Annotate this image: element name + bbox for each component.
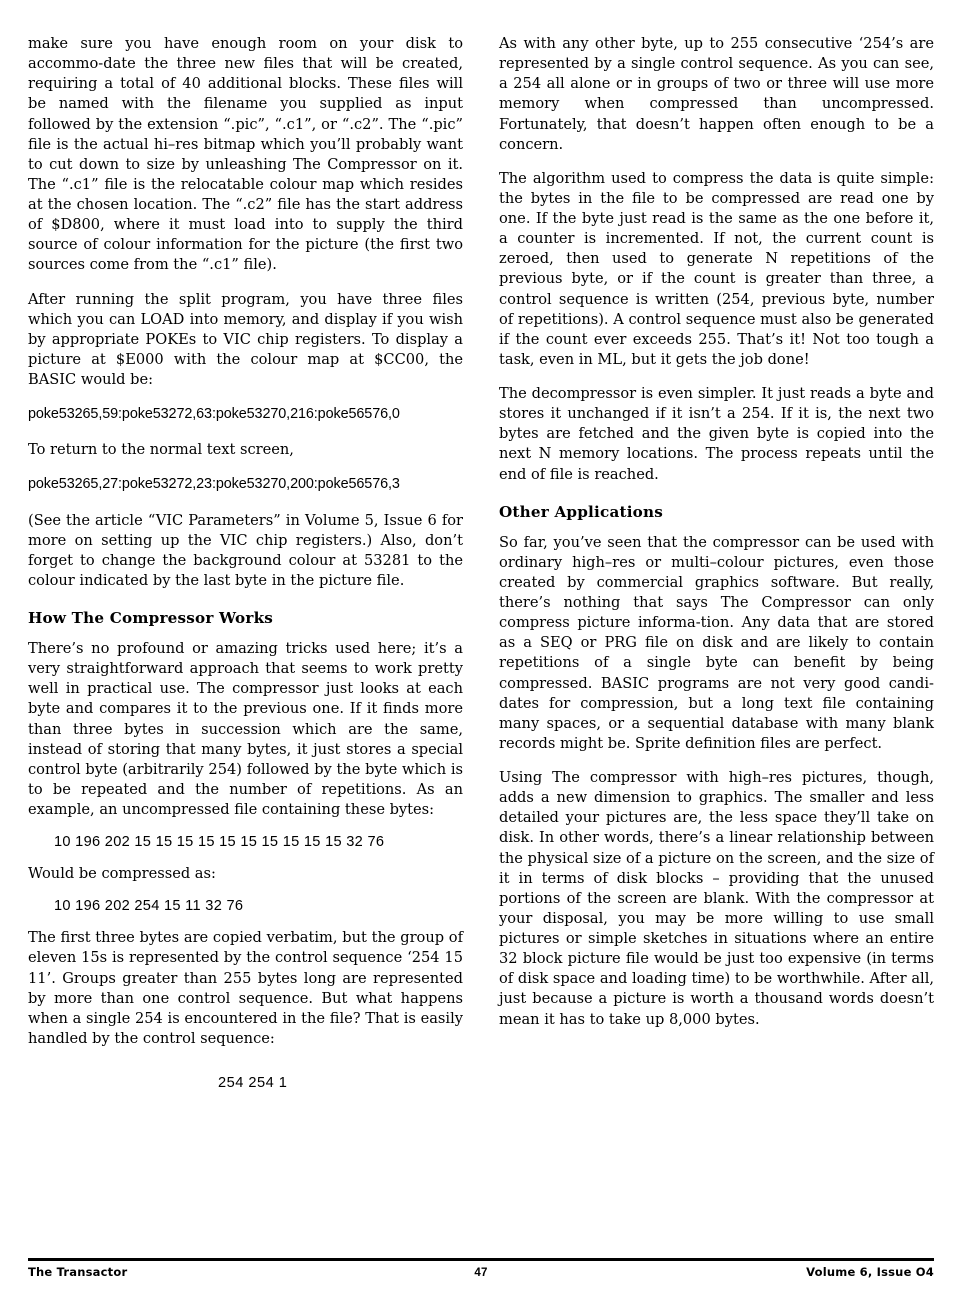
paragraph: So far, you’ve seen that the compressor can be used with ordinary high–res or multi–colour pictures, even those created by commercial graphics software. But really, there’s nothing that says The Compressor can only compress picture informa-tion. Any data that are stored as a SEQ or PRG file on disk and are likely to contain repetitions of a single byte can benefit by being compressed. BASIC programs are not very good candi-dates for compression, but a long text file containing many spaces, or a sequential database with many blank records might be. Sprite definition files are perfect. xyxy=(499,533,934,752)
paragraph: There’s no profound or amazing tricks used here; it’s a very straightforward approach that seems to work pretty well in practical use. The compressor just looks at each byte and compares it to the previous one. If it finds more than three bytes in succession which are the same, instead of storing that many bytes, it just stores a special control byte (arbitrarily 254) followed by the byte which is to be repeated and the number of repetitions. As an example, an uncompressed file containing these bytes: xyxy=(28,640,463,819)
section-heading-other-applications: Other Applications xyxy=(499,502,663,521)
paragraph: The decompressor is even simpler. It just reads a byte and stores it unchanged if it isn’t a 254. If it is, the next two bytes are fetched and the given byte is copied into the next N memory locations. The process repeats until the end of file is reached. xyxy=(499,385,934,483)
basic-code-listing-2: poke53265,27:poke53272,23:poke53270,200:poke56576,3 xyxy=(28,476,400,493)
right-column xyxy=(499,34,934,1091)
left-column xyxy=(28,34,463,1091)
page-footer xyxy=(28,1265,934,1279)
paragraph: To return to the normal text screen, xyxy=(28,441,294,459)
paragraph: The first three bytes are copied verbatim, but the group of eleven 15s is represented by the control sequence ‘254 15 11’. Groups greater than 255 bytes long are represented by more than one control sequence. But what happens when a single 254 is encountered in the file? That is easily handled by the control sequence: xyxy=(28,929,463,1047)
paragraph: make sure you have enough room on your disk to accommo-date the three new files that will be created, requiring a total of 40 additional blocks. These files will be named with the filename you supplied as input followed by the extension “.pic”, “.c1”, or “.c2”. The “.pic” file is the actual hi–res bitmap which you’ll probably want to cut down to size by unleashing The Compressor on it. The “.c1” file is the relocatable colour map which resides at the chosen location. The “.c2” file has the start address of $D800, where it must load into to supply the third source of colour information for the picture (the first two sources come from the “.c1” file). xyxy=(28,35,463,274)
basic-code-listing-1: poke53265,59:poke53272,63:poke53270,216:poke56576,0 xyxy=(28,406,400,423)
two-column-body xyxy=(28,34,934,1091)
byte-listing-compressed: 10 196 202 254 15 11 32 76 xyxy=(54,898,244,915)
paragraph: As with any other byte, up to 255 consecutive ‘254’s are represented by a single control sequence. As you can see, a 254 all alone or in groups of two or three will use more memory when compressed than uncompressed. Fortunately, that doesn’t happen often enough to be a concern. xyxy=(499,35,934,153)
paragraph: Would be compressed as: xyxy=(28,865,216,883)
section-heading-how-the-compressor-works: How The Compressor Works xyxy=(28,609,274,628)
byte-listing-control-sequence: 254 254 1 xyxy=(218,1075,288,1092)
paragraph: (See the article “VIC Parameters” in Volume 5, Issue 6 for more on setting up the VIC chip registers.) Also, don’t forget to change the background colour at 53281 to the colour indicated by the last byte in the picture file. xyxy=(28,511,463,589)
footer-divider xyxy=(28,1258,934,1261)
footer-publication-name: The Transactor xyxy=(28,1265,128,1279)
footer-page-number: 47 xyxy=(474,1267,488,1279)
paragraph: After running the split program, you have three files which you can LOAD into memory, and display if you wish by appropriate POKEs to VIC chip registers. To display a picture at $E000 with the colour map at $CC00, the BASIC would be: xyxy=(28,290,463,388)
paragraph: Using The compressor with high–res pictures, though, adds a new dimension to graphics. The smaller and less detailed your pictures are, the less space they’ll take on disk. In other words, there’s a linear relationship between the physical size of a picture on the screen, and the size of it in terms of disk blocks – providing that the unused portions of the screen are blank. With the compressor at your disposal, you may be more willing to use small pictures or simple sketches in situations where an entire 32 block picture file would be just too expensive (in terms of disk space and loading time) to be worthwhile. After all, just because a picture is worth a thousand words doesn’t mean it has to take up 8,000 bytes. xyxy=(499,769,934,1028)
byte-listing-uncompressed: 10 196 202 15 15 15 15 15 15 15 15 15 15 32 76 xyxy=(54,834,385,851)
footer-issue-label: Volume 6, Issue O4 xyxy=(806,1265,934,1279)
paragraph: The algorithm used to compress the data is quite simple: the bytes in the file to be compressed are read one by one. If the byte just read is the same as the one before it, a counter is incremented. If not, the current count is zeroed, then used to generate N repetitions of the previous byte, or if the count is greater than three, a control sequence is written (254, previous byte, number of repetitions). A control sequence must also be generated if the count ever exceeds 255. That’s it! Not too tough a task, even in ML, but it gets the job done! xyxy=(499,169,934,368)
